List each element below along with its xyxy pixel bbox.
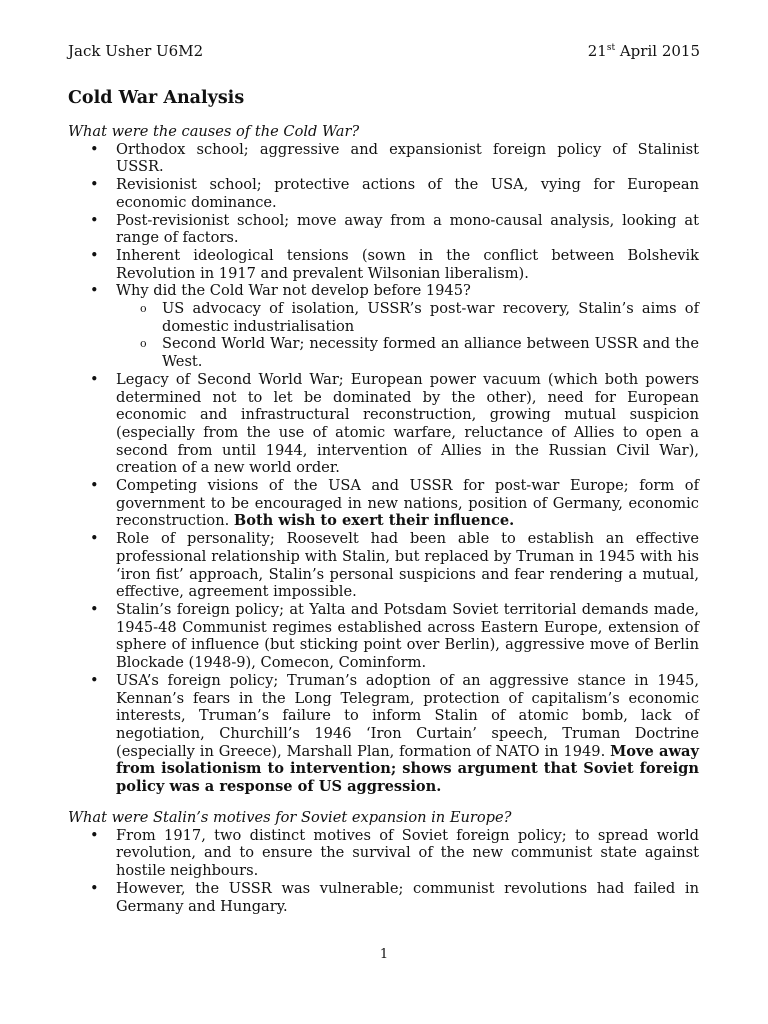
list-item: • However, the USSR was vulnerable; communist revolutions had failed in Germany and Hungary. xyxy=(68,880,699,915)
list-item: • Role of personality; Roosevelt had been able to establish an effective professional relationship with Stalin, but replaced by Truman in 1945 with his ‘iron fist’ approach, Stalin’s personal suspicions and fear rendering a mutual, effective, agreement impossible. xyxy=(68,530,699,601)
header-author: Jack Usher U6M2 xyxy=(68,42,204,60)
list-item: • Revisionist school; protective actions of the USA, vying for European economic dominance. xyxy=(68,176,699,211)
section-causes xyxy=(68,123,699,796)
list-item: • Stalin’s foreign policy; at Yalta and Potsdam Soviet territorial demands made, 1945-48 Communist regimes established across Eastern Europe, extension of sphere of influence (but sticking point over Berlin), aggressive move of Berlin Blockade (1948-9), Comecon, Cominform. xyxy=(68,601,699,672)
header-date: 21st April 2015 xyxy=(587,42,700,60)
page-title: Cold War Analysis xyxy=(68,88,245,108)
list-item: • Why did the Cold War not develop before 1945? o US advocacy of isolation, USSR’s post-war recovery, Stalin’s aims of domestic industrialisation o Second World War; necessity formed an alliance between USSR and the West. xyxy=(68,282,699,371)
page-number: 1 xyxy=(379,947,389,962)
section-motives xyxy=(68,809,699,915)
bullet-list xyxy=(68,827,699,916)
list-item: • USA’s foreign policy; Truman’s adoption of an aggressive stance in 1945, Kennan’s fears in the Long Telegram, protection of capitalism’s economic interests, Truman’s failure to inform Stalin of atomic bomb, lack of negotiation, Churchill’s 1946 ‘Iron Curtain’ speech, Truman Doctrine (especially in Greece), Marshall Plan, formation of NATO in 1949. Move away from isolationism to intervention; shows argument that Soviet foreign policy was a response of US aggression. xyxy=(68,672,699,796)
list-item: • Legacy of Second World War; European power vacuum (which both powers determined not to let be dominated by the other), need for European economic and infrastructural reconstruction, growing mutual suspicion (especially from the use of atomic warfare, reluctance of Allies to open a second from until 1944, intervention of Allies in the Russian Civil War), creation of a new world order. xyxy=(68,371,699,477)
list-item: • From 1917, two distinct motives of Soviet foreign policy; to spread world revolution, and to ensure the survival of the new communist state against hostile neighbours. xyxy=(68,827,699,880)
list-item: • Orthodox school; aggressive and expansionist foreign policy of Stalinist USSR. xyxy=(68,141,699,176)
list-item: • Competing visions of the USA and USSR for post-war Europe; form of government to be encouraged in new nations, position of Germany, economic reconstruction. Both wish to exert their influence. xyxy=(68,477,699,530)
list-item: • Inherent ideological tensions (sown in the conflict between Bolshevik Revolution in 1917 and prevalent Wilsonian liberalism). xyxy=(68,247,699,282)
sub-list-item: o US advocacy of isolation, USSR’s post-war recovery, Stalin’s aims of domestic industrialisation xyxy=(116,300,699,335)
list-item: • Post-revisionist school; move away from a mono-causal analysis, looking at range of factors. xyxy=(68,212,699,247)
section-question: What were Stalin’s motives for Soviet expansion in Europe? xyxy=(68,809,512,826)
sub-list-item: o Second World War; necessity formed an alliance between USSR and the West. xyxy=(116,335,699,370)
section-question: What were the causes of the Cold War? xyxy=(68,123,360,140)
bullet-list xyxy=(68,141,699,796)
sub-list xyxy=(68,300,699,371)
